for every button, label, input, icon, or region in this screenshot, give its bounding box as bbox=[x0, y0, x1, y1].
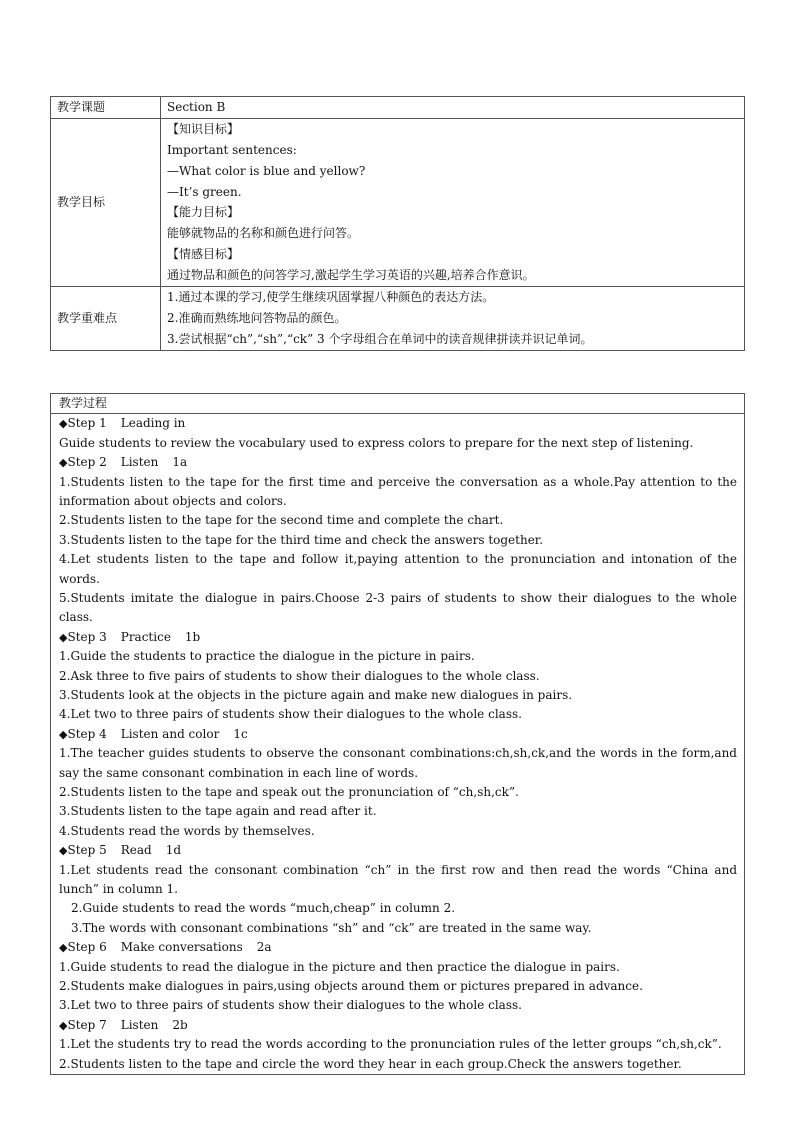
keypoint-line: 2.准确而熟练地问答物品的颜色。 bbox=[167, 310, 347, 325]
emotion-goal-header: 【情感目标】 bbox=[167, 247, 240, 262]
step-tag: 1d bbox=[165, 843, 182, 858]
step-item: 2.Students listen to the tape for the second time and complete the chart. bbox=[59, 513, 504, 528]
topic-label: 教学课题 bbox=[51, 97, 161, 119]
diamond-bullet-icon: ◆ bbox=[59, 844, 68, 858]
step-number: Step 1 bbox=[67, 416, 107, 431]
step-heading bbox=[59, 453, 737, 472]
ability-goal-line: 能够就物品的名称和颜色进行问答。 bbox=[167, 226, 360, 241]
ability-goal-header: 【能力目标】 bbox=[167, 205, 240, 220]
diamond-bullet-icon: ◆ bbox=[59, 1018, 68, 1032]
step-item: 4.Let students listen to the tape and follow it,paying attention to the pronunciation and intonation of the words. bbox=[59, 552, 737, 586]
step-heading bbox=[59, 841, 737, 860]
goals-label: 教学目标 bbox=[51, 118, 161, 286]
step-item: 1.Students listen to the tape for the first time and perceive the conversation as a whole.Pay attention to the information about objects and colors. bbox=[59, 474, 737, 508]
diamond-bullet-icon: ◆ bbox=[59, 727, 68, 741]
step-heading bbox=[59, 1016, 737, 1035]
step-number: Step 4 bbox=[67, 726, 107, 741]
step-item: 1.Let the students try to read the words according to the pronunciation rules of the letter groups “ch,sh,ck”. bbox=[59, 1037, 722, 1052]
step-item: 1.Guide the students to practice the dialogue in the picture in pairs. bbox=[59, 649, 475, 664]
keypoints-content bbox=[161, 287, 745, 351]
diamond-bullet-icon: ◆ bbox=[59, 630, 68, 644]
step-heading bbox=[59, 414, 737, 433]
step-number: Step 7 bbox=[67, 1017, 107, 1032]
topic-value: Section B bbox=[161, 97, 745, 119]
step-item: 2.Students make dialogues in pairs,using objects around them or pictures prepared in advance. bbox=[59, 979, 643, 994]
step-number: Step 5 bbox=[67, 843, 107, 858]
step-item: 2.Students listen to the tape and speak out the pronunciation of “ch,sh,ck”. bbox=[59, 785, 519, 800]
step-tag: 1a bbox=[172, 455, 188, 470]
lesson-info-table bbox=[50, 96, 745, 351]
step-title: Listen and color bbox=[120, 726, 220, 741]
keypoints-label: 教学重难点 bbox=[51, 287, 161, 351]
step-item: 2.Guide students to read the words “much,cheap” in column 2. bbox=[71, 901, 456, 916]
keypoint-line: 3.尝试根据“ch”,“sh”,“ck” 3 个字母组合在单词中的读音规律拼读并识记单词。 bbox=[167, 331, 593, 346]
emotion-goal-line: 通过物品和颜色的问答学习,激起学生学习英语的兴趣,培养合作意识。 bbox=[167, 268, 535, 283]
step-title: Listen bbox=[120, 1017, 159, 1032]
step-title: Practice bbox=[120, 629, 171, 644]
step-item: 3.Students listen to the tape again and read after it. bbox=[59, 804, 377, 819]
diamond-bullet-icon: ◆ bbox=[59, 456, 68, 470]
goals-row bbox=[51, 118, 745, 286]
step-item: 1.Let students read the consonant combination “ch” in the first row and then read the words “China and lunch” in column 1. bbox=[59, 862, 737, 897]
knowledge-goal-line: Important sentences: bbox=[167, 142, 297, 157]
step-item: 3.Students listen to the tape for the third time and check the answers together. bbox=[59, 532, 544, 547]
step-title: Read bbox=[120, 843, 152, 858]
step-heading bbox=[59, 938, 737, 957]
step-item: 5.Students imitate the dialogue in pairs.Choose 2-3 pairs of students to show their dialogues to the whole class. bbox=[59, 591, 737, 625]
step-item: 4.Students read the words by themselves. bbox=[59, 823, 315, 838]
step-tag: 1c bbox=[233, 726, 248, 741]
step-heading bbox=[59, 628, 737, 647]
knowledge-goal-line: —What color is blue and yellow? bbox=[167, 163, 366, 178]
step-item: 3.Students look at the objects in the picture again and make new dialogues in pairs. bbox=[59, 688, 573, 703]
step-item: 2.Students listen to the tape and circle the word they hear in each group.Check the answers together. bbox=[59, 1056, 682, 1071]
diamond-bullet-icon: ◆ bbox=[59, 941, 68, 955]
step-title: Leading in bbox=[120, 416, 186, 431]
step-item: 2.Ask three to five pairs of students to show their dialogues to the whole class. bbox=[59, 668, 540, 683]
topic-row bbox=[51, 97, 745, 119]
step-tag: 1b bbox=[184, 629, 201, 644]
process-header-row bbox=[51, 394, 745, 414]
step-tag: 2a bbox=[256, 940, 272, 955]
step-item: 3.Let two to three pairs of students show their dialogues to the whole class. bbox=[59, 998, 522, 1013]
step-heading bbox=[59, 725, 737, 744]
step-item: 3.The words with consonant combinations “sh” and “ck” are treated in the same way. bbox=[71, 920, 592, 935]
step-title: Listen bbox=[120, 455, 159, 470]
knowledge-goal-line: —It’s green. bbox=[167, 184, 242, 199]
step-item: 1.The teacher guides students to observe the consonant combinations:ch,sh,ck,and the words in the form,and say the same consonant combination in each line of words. bbox=[59, 746, 737, 780]
process-body-row bbox=[51, 414, 745, 1075]
goals-content bbox=[161, 118, 745, 286]
diamond-bullet-icon: ◆ bbox=[59, 417, 68, 431]
step-tag: 2b bbox=[172, 1017, 188, 1032]
step-item: Guide students to review the vocabulary used to express colors to prepare for the next step of listening. bbox=[59, 435, 694, 450]
step-number: Step 6 bbox=[67, 940, 107, 955]
process-body bbox=[51, 414, 745, 1075]
knowledge-goal-header: 【知识目标】 bbox=[167, 121, 240, 136]
teaching-process-table bbox=[50, 393, 745, 1075]
step-item: 4.Let two to three pairs of students show their dialogues to the whole class. bbox=[59, 707, 522, 722]
step-number: Step 2 bbox=[67, 455, 107, 470]
keypoints-row bbox=[51, 287, 745, 351]
step-title: Make conversations bbox=[120, 940, 243, 955]
step-item: 1.Guide students to read the dialogue in the picture and then practice the dialogue in pairs. bbox=[59, 959, 620, 974]
keypoint-line: 1.通过本课的学习,使学生继续巩固掌握八种颜色的表达方法。 bbox=[167, 290, 495, 305]
process-header: 教学过程 bbox=[51, 394, 745, 414]
step-number: Step 3 bbox=[67, 629, 107, 644]
